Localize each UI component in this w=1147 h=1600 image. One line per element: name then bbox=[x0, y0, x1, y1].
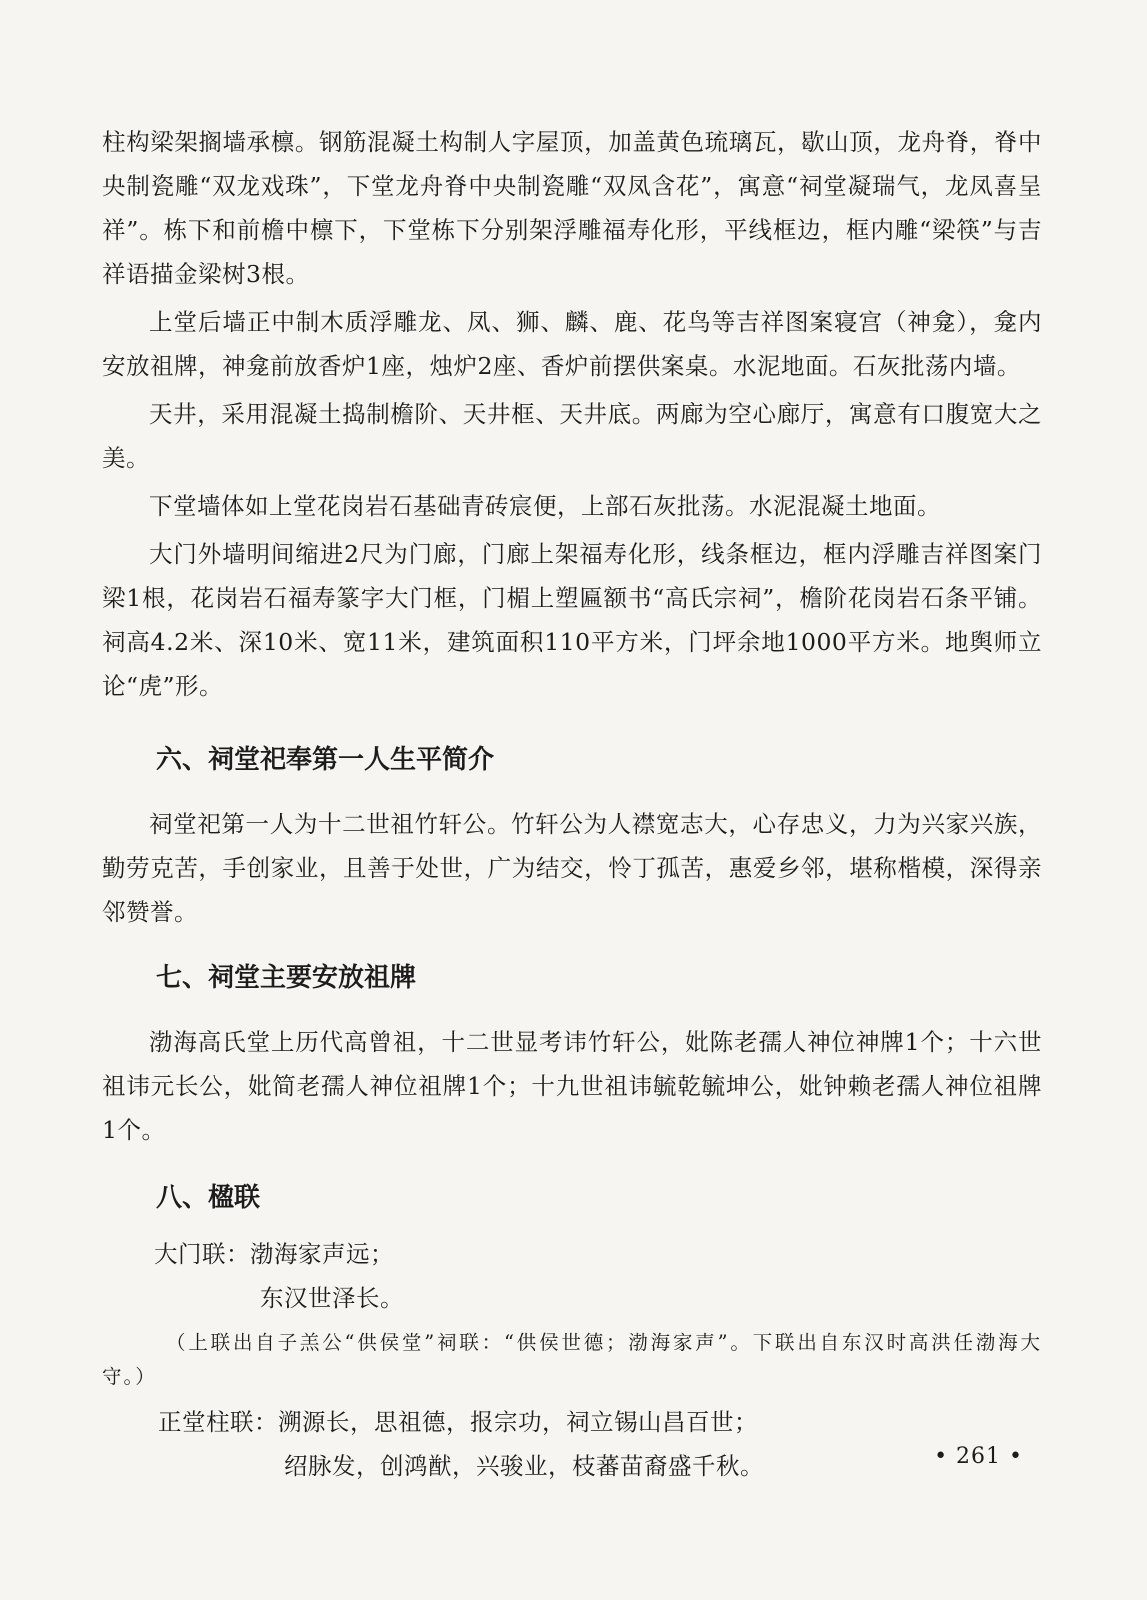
page-number: • 261 • bbox=[934, 1444, 1023, 1469]
page-content bbox=[102, 120, 1042, 1488]
hall-couplet-label: 正堂柱联： bbox=[158, 1408, 278, 1436]
paragraph-gate: 大门外墙明间缩进2尺为门廊，门廊上架福寿化形，线条框边，框内浮雕吉祥图案门梁1根，花岗岩石福寿篆字大门框，门楣上塑匾额书“高氏宗祠”，檐阶花岗岩石条平铺。祠高4.2米、深10米、宽11米，建筑面积110平方米，门坪余地1000平方米。地舆师立论“虎”形。 bbox=[102, 540, 1042, 700]
hall-couplet-second: 绍脉发，创鸿猷，兴骏业，枝蕃苗裔盛千秋。 bbox=[284, 1452, 764, 1480]
hall-couplet-line-1 bbox=[102, 1400, 1042, 1444]
paragraph-lower-hall: 下堂墙体如上堂花岗岩石基础青砖宸便，上部石灰批荡。水泥混凝土地面。 bbox=[149, 492, 941, 520]
section-heading-6: 六、祠堂祀奉第一人生平简介 bbox=[156, 745, 495, 775]
paragraph-ancestor-bio: 祠堂祀第一人为十二世祖竹轩公。竹轩公为人襟宽志大，心存忠义，力为兴家兴族，勤劳克苦，手创家业，且善于处世，广为结交，怜丁孤苦，惠爱乡邻，堪称楷模，深得亲邻赞誉。 bbox=[102, 810, 1042, 926]
gate-couplet-line-1 bbox=[102, 1232, 1042, 1276]
gate-couplet-label: 大门联： bbox=[154, 1240, 250, 1268]
gate-couplet-line-2 bbox=[102, 1276, 1042, 1320]
hall-couplet-line-2 bbox=[102, 1444, 1042, 1488]
hall-couplet-first: 溯源长，思祖德，报宗功，祠立锡山昌百世； bbox=[278, 1408, 758, 1436]
section-heading-7: 七、祠堂主要安放祖牌 bbox=[156, 963, 417, 993]
gate-couplet-first: 渤海家声远； bbox=[250, 1240, 394, 1268]
couplet-note: （上联出自子羔公“供侯堂”祠联：“供侯世德；渤海家声”。下联出自东汉时高洪任渤海大守。） bbox=[102, 1331, 1042, 1388]
paragraph-shrine: 上堂后墙正中制木质浮雕龙、凤、狮、麟、鹿、花鸟等吉祥图案寝宫（神龛），龛内安放祖牌，神龛前放香炉1座，烛炉2座、香炉前摆供案桌。水泥地面。石灰批荡内墙。 bbox=[102, 308, 1042, 380]
paragraph-courtyard: 天井，采用混凝土捣制檐阶、天井框、天井底。两廊为空心廊厅，寓意有口腹宽大之美。 bbox=[102, 400, 1042, 472]
gate-couplet-second: 东汉世泽长。 bbox=[260, 1284, 404, 1312]
paragraph-ancestral-tablets: 渤海高氏堂上历代高曾祖，十二世显考讳竹轩公，妣陈老孺人神位神牌1个；十六世祖讳元长公，妣简老孺人神位祖牌1个；十九世祖讳毓乾毓坤公，妣钟赖老孺人神位祖牌1个。 bbox=[102, 1028, 1042, 1144]
section-heading-8: 八、楹联 bbox=[156, 1183, 261, 1213]
paragraph-roof: 柱构梁架搁墙承檩。钢筋混凝土构制人字屋顶，加盖黄色琉璃瓦，歇山顶，龙舟脊，脊中央制瓷雕“双龙戏珠”，下堂龙舟脊中央制瓷雕“双凤含花”，寓意“祠堂凝瑞气，龙凤喜呈祥”。栋下和前檐中檩下，下堂栋下分别架浮雕福寿化形，平线框边，框内雕“梁筷”与吉祥语描金梁树3根。 bbox=[102, 128, 1042, 288]
